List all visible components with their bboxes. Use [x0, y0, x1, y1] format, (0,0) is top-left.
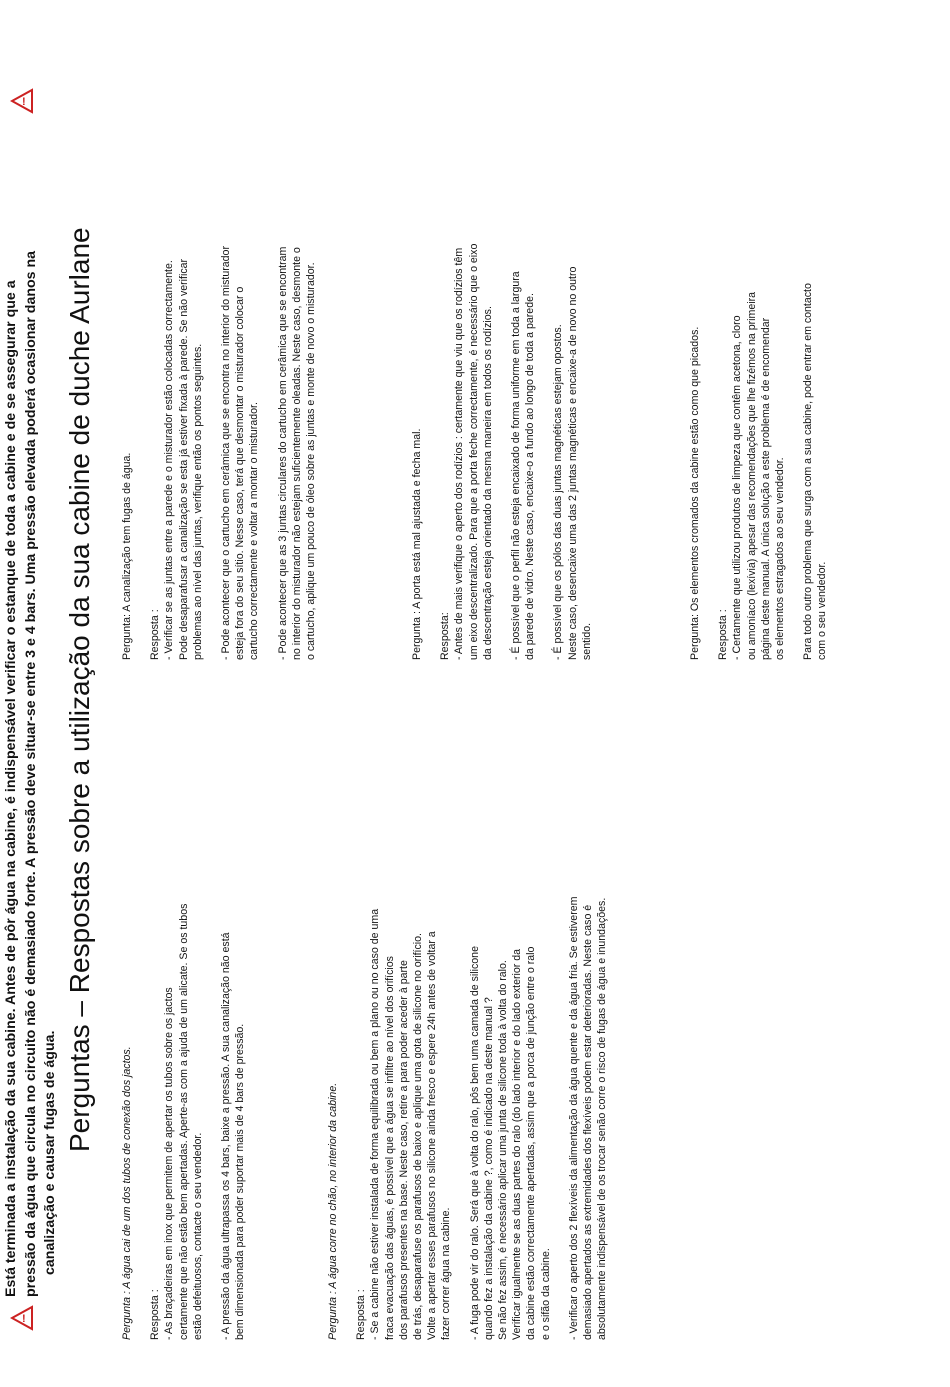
answer-label: Resposta : [717, 609, 730, 660]
column1-question2-block: Pergunta : A água corre no chão, no interior da cabine. Resposta : - Se a cabine não estiver instalada de forma equilibrada ou bem a plano ou no caso de uma fraca evacuação das águas, é possível que a água se infiltre ao nível dos orifícios dos parafusos presentes na base. Neste caso, retire a para poder aceder à parte de trás, desaparafuse os parafusos de baixo e aplique uma gota de silicone no orifício. Volte a apertar esses parafusos no silicone ainda fresco e espere 24h antes de voltar a fazer correr água na cabine. - A fuga pode vir do ralo. Será que à volta do ralo, pôs bem uma camada de silicone quando fez a instalação da cabine ?, como é indicado na deste manual ? Se não fez assim, é necessário aplicar uma junta de silicone toda à volta do ralo. Verificar igualmente se as duas partes do ralo (do lado interior e do lado exterior da da cabine estão correctamente apertadas, assim que a porca de junção entre o ralo e o sifão da cabine. - Verificar o aperto dos 2 flexíveis da alimentação da água quente e da água fria. Se estiverem demasiado apertados as extremidades dos flexíveis podem estar deterioradas. Neste caso é absolutamente indispensável de os trocar senão corre o risco de fugas de água e inundações. [327, 896, 609, 1340]
svg-text:!: ! [22, 96, 26, 108]
page-title: Perguntas – Respostas sobre a utilização da sua cabine de duche Aurlane [64, 227, 95, 1152]
svg-text:!: ! [22, 1313, 26, 1325]
column2-question1-block: Pergunta: A canalização tem fugas de água. Resposta : - Verificar se as juntas entre a parede e o misturador estão colocadas correctamente. Pode desaparafusar a canalização se esta já estiver fixada à parede. Se não verificar problemas ao nível das juntas, verifique então os pontos seguintes. - Pode acontecer que o cartucho em cerâmica que se encontra no interior do misturador esteja fora do seu sítio. Nesse caso, terá que desmontar o misturador colocar o cartucho correctamente e voltar a montar o misturador. - Pode acontecer que as 3 juntas circulares do cartucho em cerâmica que se encontram no interior do misturador não estejam suficientemente oleadas. Neste caso, desmonte o o cartucho, aplique um pouco de óleo sobre as juntas e monte de novo o misturador. [121, 246, 318, 660]
answer-label: Resposta : [149, 609, 162, 660]
question-text: Pergunta: Os elementos cromados da cabine estão como que picados. [689, 326, 701, 660]
question-text: Pergunta: A canalização tem fugas de água. [121, 452, 133, 660]
warning-text: Está terminada a instalação da sua cabine. Antes de pôr água na cabine, é indispensável verificar o estanque de toda a cabine e de se assegurar que a pressão da água que circula no circuito não é demasiado forte. A pressão deve situar-se entre 3 e 4 bars. Uma pressão elevada poderá ocasionar danos na canalização e causar fugas de água. [3, 250, 58, 1297]
question-text: Pergunta : A água corre no chão, no interior da cabine. [327, 1082, 339, 1340]
warning-triangle-icon [10, 1305, 34, 1331]
question-text: Pergunta : A água cai de um dos tubos de conexão dos jactos. [121, 1046, 133, 1340]
column2-question3-block: Pergunta: Os elementos cromados da cabine estão como que picados. Resposta : - Certamente que utilizou produtos de limpeza que contêm acetona, cloro ou amoníaco (lexívia) apesar das recomendações que lhe fizémos na primeira página deste manual. A única solução a este problema é de encomendar os elementos estragados ao seu vendedor. Para todo outro problema que surga com a sua cabine, pode entrar em contacto com o seu vendedor. [689, 283, 829, 660]
closing-note: Para todo outro problema que surga com a sua cabine, pode entrar em contacto [802, 283, 815, 660]
answer-label: Resposta : [149, 1289, 162, 1340]
column2-question2-block: Pergunta : A porta está mal ajustada e fecha mal. Resposta: - Antes de mais verifique o aperto dos rodízios : certamente que viu que os rodízios têm um eixo descentralizado. Para que a porta feche correctamente, é necessário que o eixo da descentração esteja orientado da mesma maneira em todos os rodízios. - É possível que o perfil não esteja encaixado de forma uniforme em toda a largura da parede de vidro. Neste caso, encaixe-o a fundo ao longo de toda a parede. - É possível que os pólos das duas juntas magnéticas estejam opostos. Neste caso, desencaixe uma das 2 juntas magnéticas e encaixe-a de novo no outro sentido. [411, 243, 593, 660]
answer-label: Resposta : [355, 1289, 368, 1340]
column1-question1-block: Pergunta : A água cai de um dos tubos de conexão dos jactos. Resposta : - As braçadeiras em inox que permitem de apertar os tubos sobre os jactos certamente que não estão bem apertadas. Aperte-as com a ajuda de um alicate. Se os tubos estão defeituosos, contacte o seu vendedor. - A pressão da água ultrapassa os 4 bars, baixe a pressão. A sua canalização não está bem dimensionada para poder suportar mais de 4 bars de pressão. [121, 903, 247, 1340]
answer-label: Resposta: [439, 612, 452, 660]
warning-triangle-icon [10, 88, 34, 114]
question-text: Pergunta : A porta está mal ajustada e fecha mal. [411, 428, 423, 660]
